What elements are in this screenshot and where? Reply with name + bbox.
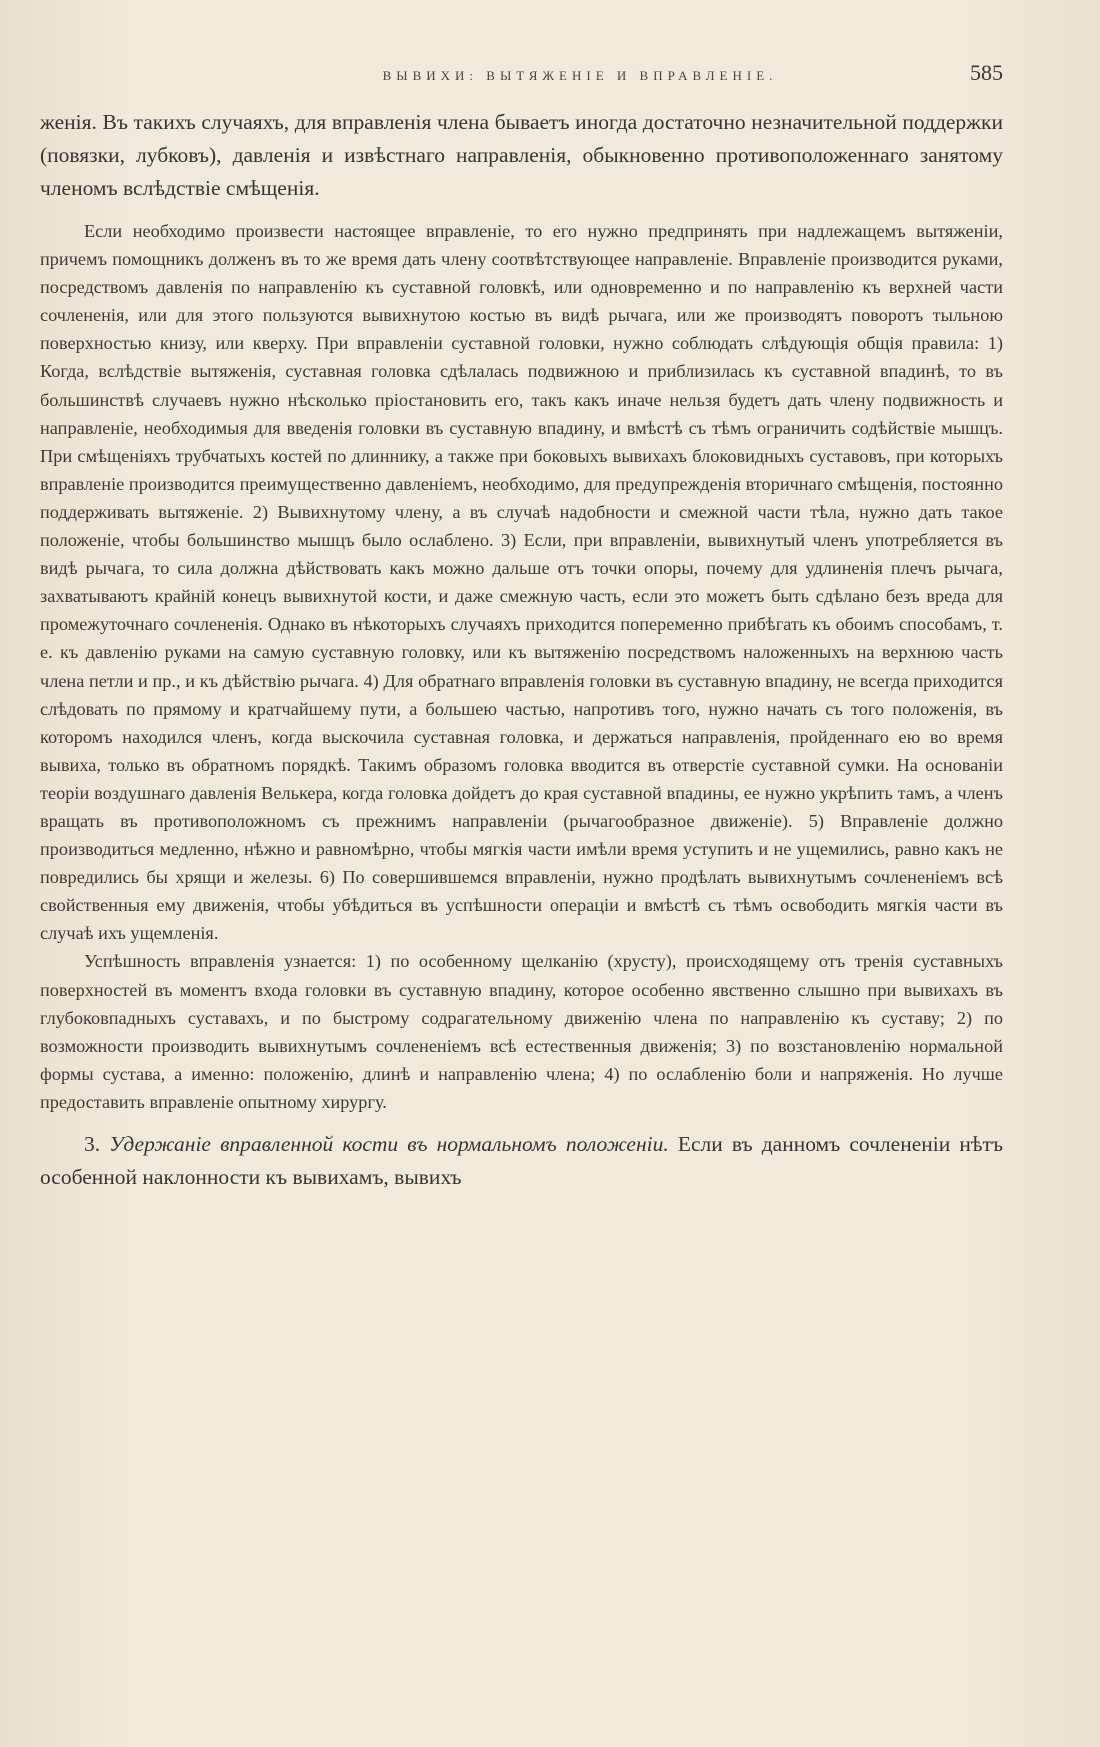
- section-number: 3.: [84, 1132, 101, 1156]
- running-head: [40, 60, 1003, 88]
- section-text: Если въ данномъ сочлененіи нѣтъ особенной наклонности къ вывихамъ, вывихъ: [40, 1132, 1004, 1189]
- paragraph-reduction-rules: Если необходимо произвести настоящее вправленіе, то его нужно предпринять при надлежащемъ вытяженіи, причемъ помощникъ долженъ въ то же время дать члену соотвѣтствующее направленіе. Вправленіе производится руками, посредствомъ давленія по направленію къ суставной головкѣ, или одновременно и по направленію къ верхней части сочлененія, или для этого пользуются вывихнутою костью въ видѣ рычага, или же производятъ поворотъ тыльною поверхностью книзу, или кверху. При вправленіи суставной головки, нужно соблюдать слѣдующія общія правила: 1) Когда, вслѣдствіе вытяженія, суставная головка сдѣлалась подвижною и приблизилась къ суставной впадинѣ, то въ большинствѣ случаевъ нужно нѣсколько пріостановить его, такъ какъ иначе нельзя будетъ дать члену подвижность и направленіе, необходимыя для введенія головки въ суставную впадину, и вмѣстѣ съ тѣмъ ограничить содѣйствіе мышцъ. При смѣщеніяхъ трубчатыхъ костей по длиннику, а также при боковыхъ вывихахъ блоковидныхъ суставовъ, при которыхъ вправленіе производится преимущественно давленіемъ, необходимо, для предупрежденія вторичнаго смѣщенія, постоянно поддерживать вытяженіе. 2) Вывихнутому члену, а въ случаѣ надобности и смежной части тѣла, нужно дать такое положеніе, чтобы большинство мышцъ было ослаблено. 3) Если, при вправленіи, вывихнутый членъ употребляется въ видѣ рычага, то сила должна дѣйствовать какъ можно дальше отъ точки опоры, почему для удлиненія плечъ рычага, захватываютъ крайній конецъ вывихнутой кости, и даже смежную часть, если это можетъ быть сдѣлано безъ вреда для промежуточнаго сочлененія. Однако въ нѣкоторыхъ случаяхъ приходится попеременно прибѣгать къ обоимъ способамъ, т. е. къ давленію руками на самую суставную головку, или къ вытяженію посредствомъ наложенныхъ на верхнюю часть члена петли и пр., и къ дѣйствію рычага. 4) Для обратнаго вправленія головки въ суставную впадину, не всегда приходится слѣдовать по прямому и кратчайшему пути, а большею частью, напротивъ того, нужно начать съ того положенія, въ которомъ находился членъ, когда выскочила суставная головка, и держаться направленія, пройденнаго ею во время вывиха, только въ обратномъ порядкѣ. Такимъ образомъ головка вводится въ отверстіе суставной сумки. На основаніи теоріи воздушнаго давленія Велькера, когда головка дойдетъ до края суставной впадины, ее нужно укрѣпить тамъ, а членъ вращать въ противоположномъ съ прежнимъ направленіи (рычагообразное движеніе). 5) Вправленіе должно производиться медленно, нѣжно и равномѣрно, чтобы мягкія части имѣли время уступить и не ущемились, равно какъ не повредились бы хрящи и железы. 6) По совершившемся вправленіи, нужно продѣлать вывихнутымъ сочлененіемъ всѣ свойственныя ему движенія, чтобы убѣдиться въ успѣшности операціи и вмѣстѣ съ тѣмъ освободить мягкія части въ случаѣ ихъ ущемленія.: [40, 221, 1003, 944]
- section-3: [40, 1128, 1003, 1194]
- running-title: ВЫВИХИ: ВЫТЯЖЕНІЕ И ВПРАВЛЕНІЕ.: [382, 68, 778, 83]
- paragraph-success-signs: Успѣшность вправленія узнается: 1) по особенному щелканію (хрусту), происходящему отъ тренія суставныхъ поверхностей въ моментъ входа головки въ суставную впадину, которое особенно явственно слышно при вывихахъ въ глубоковпадныхъ суставахъ, и по быстрому содрагательному движенію члена по направленію къ суставу; 2) по возможности производить вывихнутымъ сочлененіемъ всѣ естественныя движенія; 3) по возстановленію нормальной формы сустава, а именно: положенію, длинѣ и направленію члена; 4) по ослабленію боли и напряженія. Но лучше предоставить вправленіе опытному хирургу.: [40, 951, 1003, 1112]
- page-number: 585: [970, 60, 1003, 85]
- section-heading: Удержаніе вправленной кости въ нормальномъ положеніи.: [109, 1132, 669, 1156]
- paragraph-continuation: женія. Въ такихъ случаяхъ, для вправленія члена бываетъ иногда достаточно незначительной поддержки (повязки, лубковъ), давленія и извѣстнаго направленія, обыкновенно противоположеннаго занятому членомъ вслѣдствіе смѣщенія.: [40, 110, 1003, 200]
